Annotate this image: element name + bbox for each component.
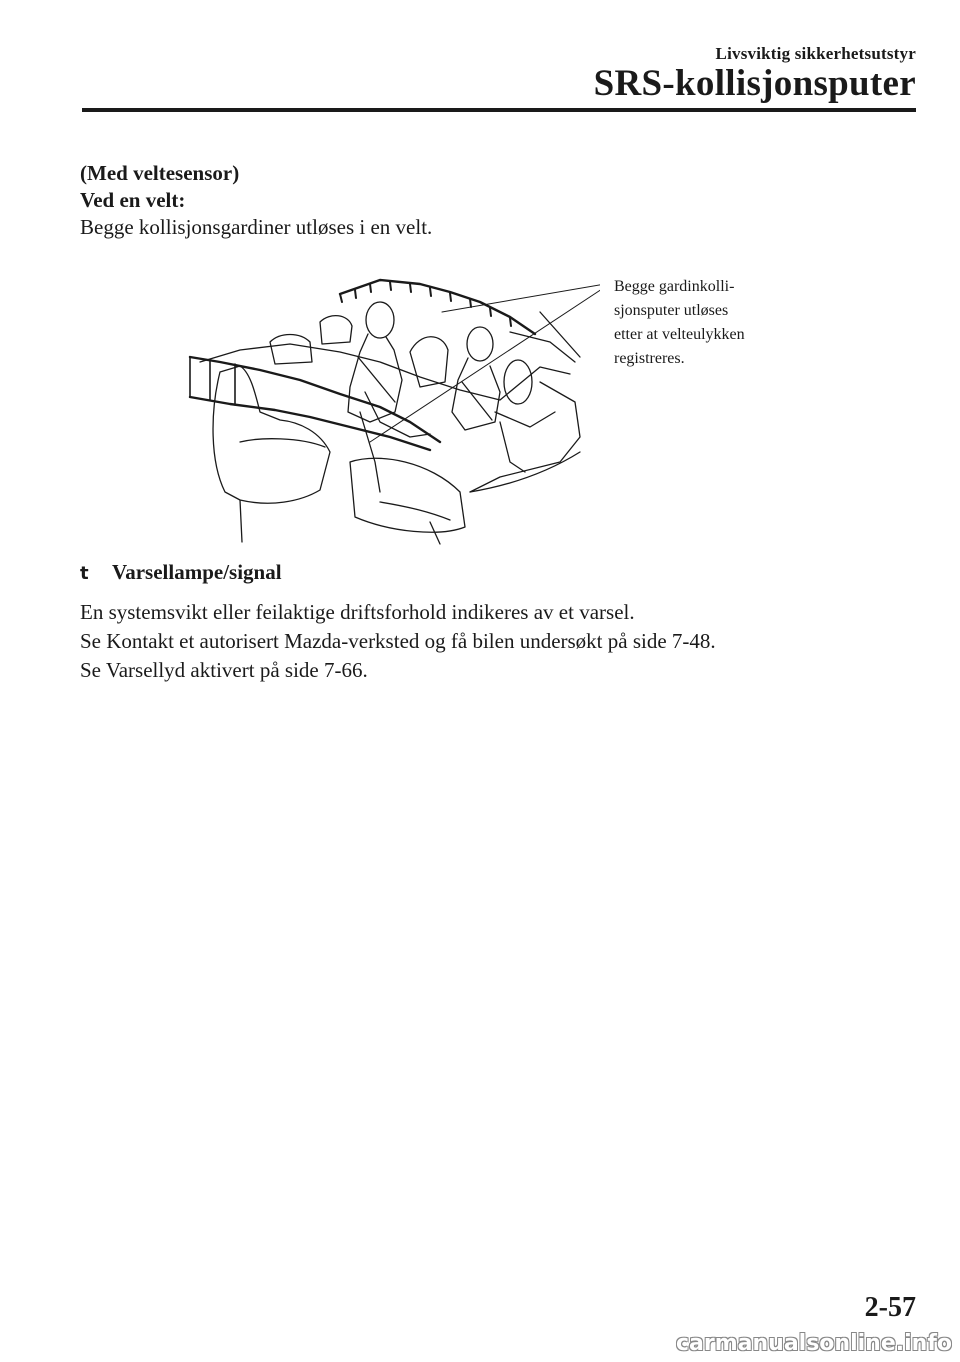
intro-situation: Ved en velt: (80, 188, 186, 212)
intro-condition: (Med veltesensor) (80, 161, 240, 185)
header-divider (82, 108, 916, 112)
section-heading (80, 560, 282, 585)
page-number: 2-57 (864, 1292, 916, 1323)
watermark: carmanualsonline.info (676, 1331, 952, 1356)
body-line-link-ref[interactable]: Se Varsellyd aktivert på side 7-66. (80, 658, 368, 682)
car-interior-drawing (180, 262, 600, 552)
figure-callout (614, 275, 814, 371)
callout-line: etter at velteulykken (614, 326, 745, 343)
section-body (80, 598, 900, 685)
curtain-airbag-illustration (180, 262, 600, 552)
body-line-link-ref[interactable]: Se Kontakt et autorisert Mazda-verksted og få bilen undersøkt på side 7-48. (80, 629, 716, 653)
running-header-title: SRS-kollisjonsputer (593, 63, 916, 104)
callout-line: Begge gardinkolli- (614, 278, 735, 295)
intro-description: Begge kollisjonsgardiner utløses i en velt. (80, 215, 433, 239)
callout-line: sjonsputer utløses (614, 302, 729, 319)
section-bullet-icon: t (80, 563, 89, 584)
running-header-section: Livsviktig sikkerhetsutstyr (715, 44, 916, 63)
body-line: En systemsvikt eller feilaktige driftsforhold indikeres av et varsel. (80, 600, 635, 624)
section-heading-text: Varsellampe/signal (112, 560, 282, 584)
callout-line: registreres. (614, 350, 685, 367)
intro-block (80, 160, 900, 241)
